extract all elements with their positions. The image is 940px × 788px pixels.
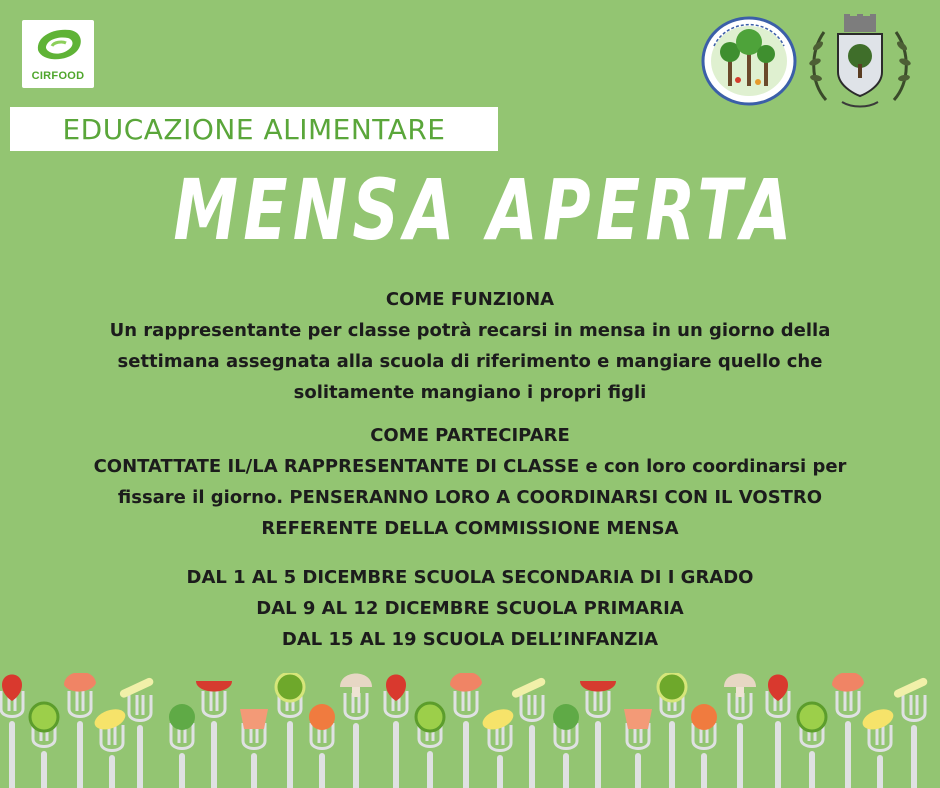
fork-food-icon xyxy=(553,704,579,788)
how-it-works-section xyxy=(0,284,940,408)
schedule-section xyxy=(0,562,940,655)
fork-food-icon xyxy=(196,681,232,788)
fork-food-icon xyxy=(169,704,195,788)
schedule-line-2: DAL 9 AL 12 DICEMBRE SCUOLA PRIMARIA xyxy=(256,598,684,619)
fork-food-icon xyxy=(624,709,652,788)
how-line-2: settimana assegnata alla scuola di riferimento e mangiare quello che xyxy=(117,351,823,372)
fork-food-icon xyxy=(691,704,717,788)
fork-food-icon xyxy=(450,673,482,788)
join-line-3: REFERENTE DELLA COMMISSIONE MENSA xyxy=(261,518,679,539)
municipal-crest-icon xyxy=(806,12,914,110)
fork-food-icon xyxy=(580,681,616,788)
how-heading: COME FUNZI0NA xyxy=(385,289,555,310)
fork-food-icon xyxy=(92,705,128,788)
fork-food-icon xyxy=(1,675,23,788)
association-badge-icon xyxy=(700,16,798,106)
fork-food-icon xyxy=(658,673,686,788)
section-tag: EDUCAZIONE ALIMENTARE xyxy=(10,107,498,151)
fork-food-icon xyxy=(767,675,789,788)
cirfood-logo xyxy=(22,20,94,88)
fork-food-icon xyxy=(416,703,444,788)
fork-food-border xyxy=(0,673,940,788)
fork-food-icon xyxy=(511,677,547,788)
fork-food-icon xyxy=(798,703,826,788)
fork-food-icon xyxy=(832,673,864,788)
fork-food-icon xyxy=(893,677,929,788)
how-line-1: Un rappresentante per classe potrà recarsi in mensa in un giorno della xyxy=(109,320,831,341)
page-title: MENSA APERTA xyxy=(173,161,797,259)
how-to-join-section xyxy=(0,420,940,544)
fork-food-icon xyxy=(340,674,372,788)
fork-food-icon xyxy=(480,705,516,788)
schedule-line-1: DAL 1 AL 5 DICEMBRE SCUOLA SECONDARIA DI I GRADO xyxy=(186,567,754,588)
join-heading: COME PARTECIPARE xyxy=(370,425,570,446)
logo-text: CIRFOOD xyxy=(31,70,85,82)
fork-food-icon xyxy=(860,705,896,788)
join-line-2: fissare il giorno. PENSERANNO LORO A COORDINARSI CON IL VOSTRO xyxy=(117,487,823,508)
fork-food-icon xyxy=(309,704,335,788)
schedule-line-3: DAL 15 AL 19 SCUOLA DELL’INFANZIA xyxy=(281,629,659,650)
cirfood-leaf-icon xyxy=(32,26,84,64)
fork-food-icon xyxy=(30,703,58,788)
fork-food-icon xyxy=(64,673,96,788)
fork-food-icon xyxy=(385,675,407,788)
fork-food-icon xyxy=(240,709,268,788)
fork-food-icon xyxy=(276,673,304,788)
join-line-1: CONTATTATE IL/LA RAPPRESENTANTE DI CLASSE e con loro coordinarsi per xyxy=(93,456,847,477)
how-line-3: solitamente mangiano i propri figli xyxy=(293,382,647,403)
fork-food-icon xyxy=(724,674,756,788)
